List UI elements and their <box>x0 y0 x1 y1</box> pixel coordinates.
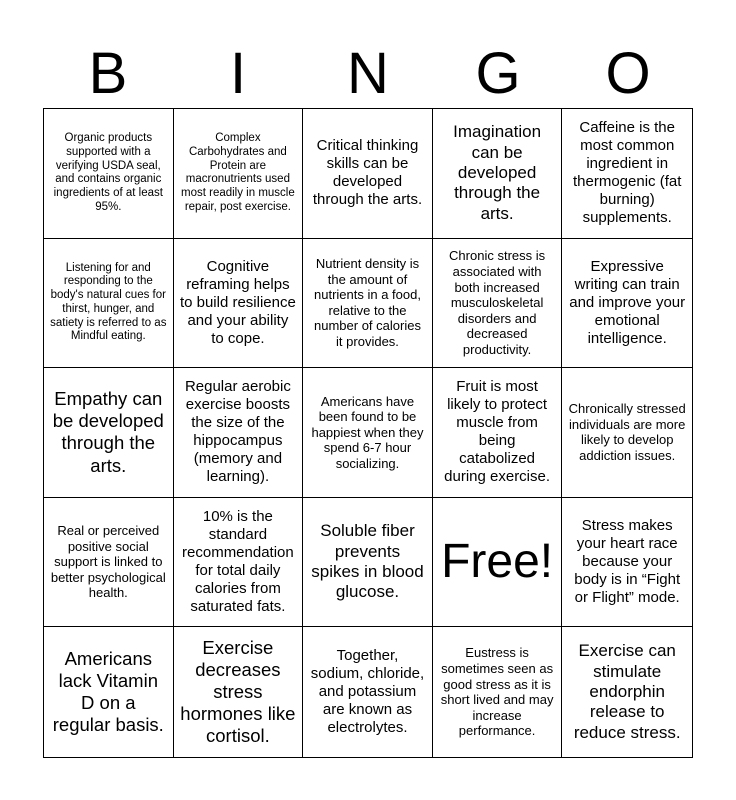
header-letter-o: O <box>605 41 651 106</box>
bingo-cell[interactable]: Real or perceived positive social support is linked to better psychological health. <box>44 498 174 628</box>
bingo-cell[interactable]: Critical thinking skills can be developed through the arts. <box>303 109 433 239</box>
bingo-cell[interactable]: Together, sodium, chloride, and potassium are known as electrolytes. <box>303 627 433 757</box>
bingo-cell[interactable]: Chronically stressed individuals are more likely to develop addiction issues. <box>562 368 692 498</box>
bingo-cell[interactable]: Americans have been found to be happiest when they spend 6-7 hour socializing. <box>303 368 433 498</box>
bingo-cell[interactable]: Fruit is most likely to protect muscle from being catabolized during exercise. <box>433 368 563 498</box>
bingo-cell[interactable]: Listening for and responding to the body's natural cues for thirst, hunger, and satiety is referred to as Mindful eating. <box>44 239 174 369</box>
bingo-cell[interactable]: Expressive writing can train and improve your emotional intelligence. <box>562 239 692 369</box>
header-letter-b: B <box>88 41 128 106</box>
bingo-cell[interactable]: Chronic stress is associated with both increased musculoskeletal disorders and decreased productivity. <box>433 239 563 369</box>
bingo-cell[interactable]: 10% is the standard recommendation for total daily calories from saturated fats. <box>174 498 304 628</box>
bingo-cell[interactable]: Stress makes your heart race because your body is in “Fight or Flight” mode. <box>562 498 692 628</box>
bingo-cell[interactable]: Caffeine is the most common ingredient in thermogenic (fat burning) supplements. <box>562 109 692 239</box>
bingo-cell[interactable]: Complex Carbohydrates and Protein are macronutrients used most readily in muscle repair, post exercise. <box>174 109 304 239</box>
header-letter-n: N <box>347 41 389 106</box>
header-letter-g: G <box>475 41 521 106</box>
bingo-cell[interactable]: Imagination can be developed through the arts. <box>433 109 563 239</box>
header-letter-i: I <box>229 41 247 106</box>
bingo-cell[interactable]: Americans lack Vitamin D on a regular basis. <box>44 627 174 757</box>
bingo-cell[interactable]: Eustress is sometimes seen as good stress as it is short lived and may increase performance. <box>433 627 563 757</box>
bingo-cell[interactable]: Regular aerobic exercise boosts the size of the hippocampus (memory and learning). <box>174 368 304 498</box>
bingo-cell[interactable]: Soluble fiber prevents spikes in blood glucose. <box>303 498 433 628</box>
bingo-cell[interactable]: Cognitive reframing helps to build resilience and your ability to cope. <box>174 239 304 369</box>
free-space[interactable]: Free! <box>433 498 563 628</box>
bingo-header <box>43 40 693 108</box>
bingo-cell[interactable]: Nutrient density is the amount of nutrients in a food, relative to the number of calories it provides. <box>303 239 433 369</box>
bingo-board <box>43 108 693 758</box>
bingo-cell[interactable]: Exercise decreases stress hormones like cortisol. <box>174 627 304 757</box>
bingo-cell[interactable]: Organic products supported with a verifying USDA seal, and contains organic ingredients of at least 95%. <box>44 109 174 239</box>
bingo-cell[interactable]: Exercise can stimulate endorphin release to reduce stress. <box>573 641 681 742</box>
bingo-cell[interactable]: Empathy can be developed through the arts. <box>44 368 174 498</box>
